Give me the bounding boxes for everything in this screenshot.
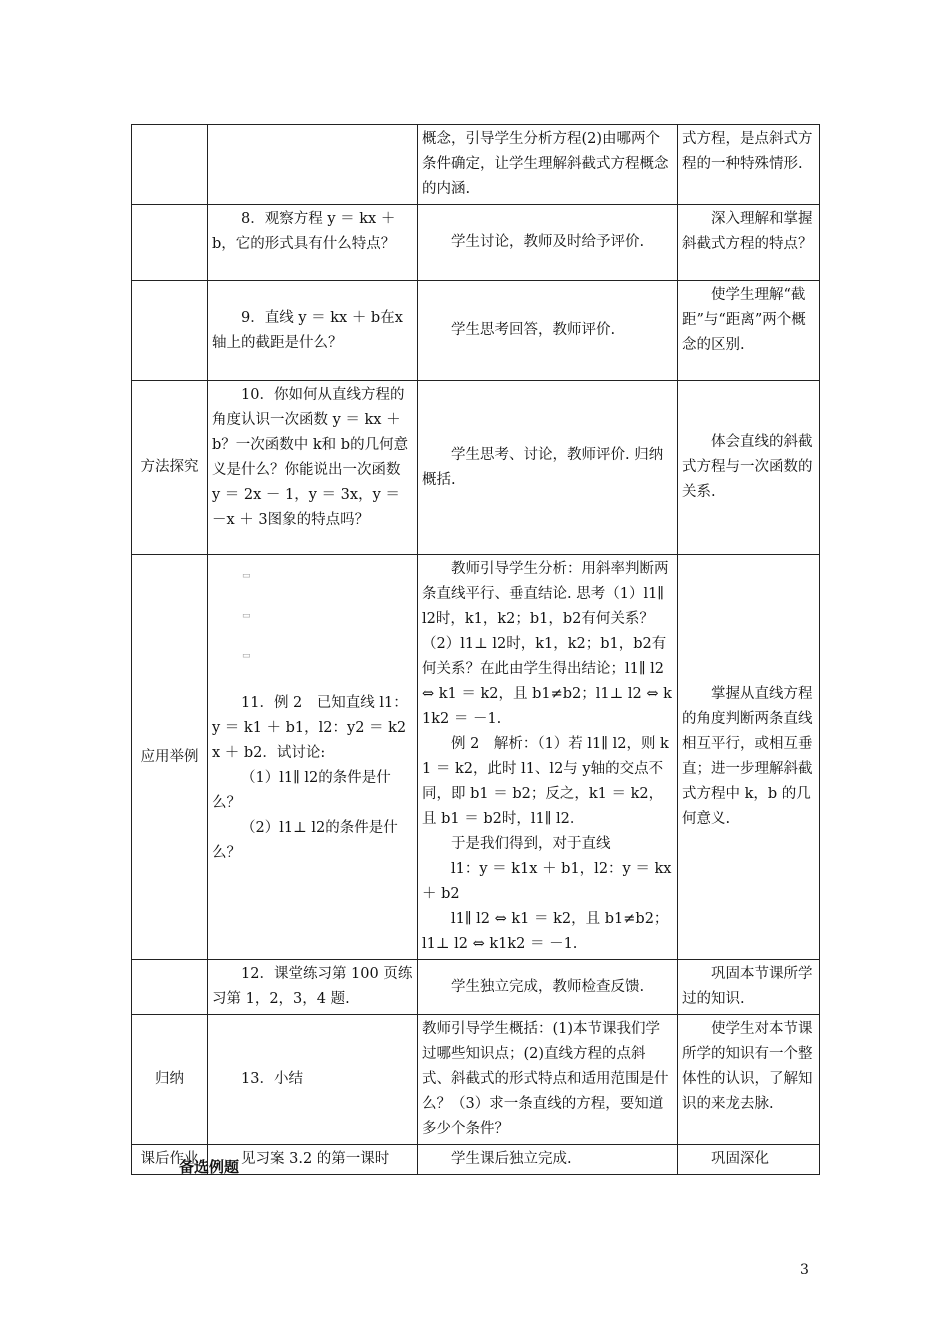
table-row bbox=[132, 960, 820, 1015]
table-row bbox=[132, 281, 820, 381]
intent-cell: 体会直线的斜截式方程与一次函数的关系. bbox=[678, 381, 820, 555]
page-number: 3 bbox=[800, 1262, 809, 1278]
table-row bbox=[132, 381, 820, 555]
placeholder-mark: ▭ bbox=[242, 651, 251, 661]
example-subquestion: （2）l1⊥ l2的条件是什么？ bbox=[212, 820, 398, 861]
extra-examples-heading: 备选例题 bbox=[179, 1158, 240, 1176]
stage-cell: 应用举例 bbox=[132, 555, 208, 960]
activity-cell: 学生思考、讨论，教师评价. 归纳概括. bbox=[418, 381, 678, 555]
question-cell: 12．课堂练习第 100 页练习第 1，2，3，4 题. bbox=[208, 960, 418, 1015]
stage-cell: 课后作业 bbox=[132, 1145, 208, 1175]
question-cell: 8．观察方程 y ＝ kx ＋ b，它的形式具有什么特点？ bbox=[208, 205, 418, 281]
activity-paragraph: 例 2 解析：（1）若 l1∥ l2，则 k1 ＝ k2，此时 l1、l2与 y轴的交点不同，即 b1 ＝ b2；反之，k1 ＝ k2，且 b1 ＝ b2时，l1∥ l2． bbox=[422, 736, 669, 827]
table-row bbox=[132, 1015, 820, 1145]
table-row bbox=[132, 125, 820, 205]
example-subquestion: （1）l1∥ l2的条件是什么？ bbox=[212, 770, 391, 811]
activity-paragraph: l1：y ＝ k1x ＋ b1，l2：y ＝ kx ＋ b2 bbox=[422, 861, 672, 902]
activity-cell: 教师引导学生概括：(1)本节课我们学过哪些知识点；(2)直线方程的点斜式、斜截式的形式特点和适用范围是什么？（3）求一条直线的方程，要知道多少个条件？ bbox=[418, 1015, 678, 1145]
stage-cell bbox=[132, 281, 208, 381]
placeholder-mark: ▭ bbox=[242, 611, 251, 621]
table-row bbox=[132, 205, 820, 281]
question-cell bbox=[208, 555, 418, 960]
table-row bbox=[132, 555, 820, 960]
stage-cell bbox=[132, 125, 208, 205]
intent-cell: 深入理解和掌握斜截式方程的特点？ bbox=[678, 205, 820, 281]
intent-cell: 式方程，是点斜式方程的一种特殊情形. bbox=[678, 125, 820, 205]
stage-cell: 方法探究 bbox=[132, 381, 208, 555]
question-cell: 13．小结 bbox=[208, 1015, 418, 1145]
example-question: 11．例 2 已知直线 l1：y ＝ k1 ＋ b1，l2：y2 ＝ k2 x ＋ b2．试讨论: bbox=[212, 695, 408, 761]
lesson-plan-table bbox=[131, 124, 820, 1175]
intent-cell: 使学生理解“截距”与“距离”两个概念的区别. bbox=[678, 281, 820, 381]
activity-cell: 学生讨论，教师及时给予评价. bbox=[418, 205, 678, 281]
activity-paragraph: 教师引导学生分析：用斜率判断两条直线平行、垂直结论. 思考（1）l1∥ l2时，k1，k2；b1，b2有何关系？（2）l1⊥ l2时，k1，k2；b1，b2有何关系？在此由学生得出结论；l1∥ l2 ⇔ k1 ＝ k2，且 b1≠b2；l1⊥ l2 ⇔ k1k2 ＝ －1. bbox=[422, 561, 672, 727]
stage-cell bbox=[132, 960, 208, 1015]
activity-paragraph: l1∥ l2 ⇔ k1 ＝ k2，且 b1≠b2； bbox=[451, 911, 669, 927]
intent-cell: 巩固本节课所学过的知识. bbox=[678, 960, 820, 1015]
question-cell: 见习案 3.2 的第一课时 bbox=[208, 1145, 418, 1175]
question-cell bbox=[208, 125, 418, 205]
intent-cell: 巩固深化 bbox=[678, 1145, 820, 1175]
activity-cell: 概念，引导学生分析方程(2)由哪两个条件确定，让学生理解斜截式方程概念的内涵. bbox=[418, 125, 678, 205]
activity-cell: 学生思考回答，教师评价. bbox=[418, 281, 678, 381]
question-cell: 10．你如何从直线方程的角度认识一次函数 y ＝ kx ＋ b？一次函数中 k和 b的几何意义是什么？你能说出一次函数 y ＝ 2x － 1，y ＝ 3x，y ＝ －x ＋ 3图象的特点吗？ bbox=[208, 381, 418, 555]
activity-paragraph: l1⊥ l2 ⇔ k1k2 ＝ －1. bbox=[422, 936, 578, 952]
stage-cell: 归纳 bbox=[132, 1015, 208, 1145]
activity-paragraph: 于是我们得到，对于直线 bbox=[451, 836, 611, 852]
activity-cell bbox=[418, 555, 678, 960]
stage-cell bbox=[132, 205, 208, 281]
intent-cell: 掌握从直线方程的角度判断两条直线相互平行，或相互垂直；进一步理解斜截式方程中 k，b 的几何意义. bbox=[678, 555, 820, 960]
intent-cell: 使学生对本节课所学的知识有一个整体性的认识，了解知识的来龙去脉. bbox=[678, 1015, 820, 1145]
question-cell: 9．直线 y ＝ kx ＋ b在x轴上的截距是什么？ bbox=[208, 281, 418, 381]
activity-cell: 学生独立完成，教师检查反馈. bbox=[418, 960, 678, 1015]
activity-cell: 学生课后独立完成. bbox=[418, 1145, 678, 1175]
placeholder-mark: ▭ bbox=[242, 571, 251, 581]
